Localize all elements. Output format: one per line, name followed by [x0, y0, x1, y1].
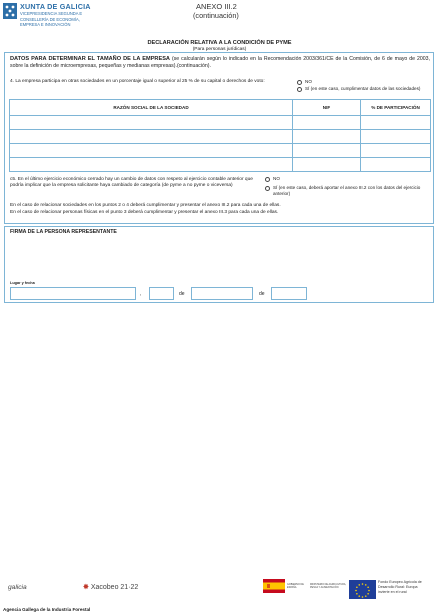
company-name-cell[interactable]	[10, 130, 293, 144]
company-name-cell[interactable]	[10, 158, 293, 172]
department-line: VICEPRESIDENCIA SEGUNDA E	[20, 11, 83, 16]
de-label: de	[179, 291, 185, 297]
xacobeo-logo	[83, 583, 138, 591]
eu-flag-icon	[349, 580, 376, 599]
day-field[interactable]	[149, 287, 174, 300]
q4-no-radio[interactable]	[297, 80, 302, 85]
comma-separator: ,	[140, 291, 142, 297]
annex-subtitle: (continuación)	[193, 11, 239, 20]
percentage-cell[interactable]	[361, 158, 431, 172]
table-row	[10, 130, 431, 144]
table-row	[10, 144, 431, 158]
xacobeo-logo-text: Xacobeo 21·22	[90, 584, 139, 591]
note-individuals: En el caso de relacionar personas físicas en el punto 3 deberá cumplimentar y presentar el anexo III.3 para cada una de ellas.	[10, 210, 279, 215]
month-field[interactable]	[191, 287, 253, 300]
nif-cell[interactable]	[293, 116, 361, 130]
eu-stars-icon	[349, 580, 376, 599]
company-name-cell[interactable]	[10, 144, 293, 158]
question-5-text: c5. En el último ejercicio económico cerrado hay un cambio de datos con respeto al ejercicio contable anterior que podría implicar que la empresa solicitante haya cambiado de categoría (de pyme a no pyme o viceversa)	[10, 177, 253, 189]
eu-fund-text	[378, 580, 433, 594]
q5-no-radio[interactable]	[265, 177, 270, 182]
spain-flag-icon	[263, 579, 285, 593]
column-header-nif: NIF	[293, 100, 361, 116]
table-header-row	[10, 100, 431, 116]
org-name: XUNTA DE GALICIA	[20, 2, 91, 11]
q5-yes-radio[interactable]	[265, 186, 270, 191]
nif-cell[interactable]	[293, 144, 361, 158]
place-field[interactable]	[10, 287, 136, 300]
signature-title: FIRMA DE LA PERSONA REPRESENTANTE	[10, 229, 117, 235]
government-label: GOBIERNO DE ESPAÑA	[287, 583, 304, 589]
department-line: EMPRESA E INNOVACIÓN	[20, 22, 71, 28]
q4-no-label: NO	[305, 79, 312, 84]
question-4-text: 4. La empresa participa en otras sociedades en un porcentaje igual o superior al 25 % de su capital o derechos de voto:	[10, 79, 265, 84]
percentage-cell[interactable]	[361, 130, 431, 144]
eu-fund-line: Fondo Europeo Agrícola de	[378, 580, 422, 584]
participations-table	[9, 99, 431, 172]
note-companies: En el caso de relacionar sociedades en los puntos 2 o 4 deberá cumplimentar y presentar el anexo III.2 para cada una de ellas.	[10, 203, 281, 208]
de-label: de	[259, 291, 265, 297]
document-title: DECLARACIÓN RELATIVA A LA CONDICIÓN DE PYME	[147, 40, 292, 46]
section-intro	[10, 56, 430, 70]
q5-yes-label: SÍ (en este caso, deberá aportar el anexo III.2 con los datos del ejercicio anterior)	[273, 185, 421, 196]
table-row	[10, 116, 431, 130]
place-date-label: Lugar y fecha	[10, 281, 35, 285]
column-header-company-name: RAZÓN SOCIAL DE LA SOCIEDAD	[10, 100, 293, 116]
column-header-percentage: % DE PARTICIPACIÓN	[361, 100, 431, 116]
galicia-logo: galicia	[8, 584, 27, 591]
department-line: CONSELLERÍA DE ECONOMÍA,	[20, 16, 80, 22]
year-field[interactable]	[271, 287, 307, 300]
table-row	[10, 158, 431, 172]
xunta-logo-icon	[3, 3, 17, 19]
agency-name: Agencia Gallega de la Industria Forestal	[3, 607, 91, 612]
section-heading: DATOS PARA DETERMINAR EL TAMAÑO DE LA EMPRESA	[10, 56, 170, 62]
department-name	[20, 11, 115, 28]
nif-cell[interactable]	[293, 158, 361, 172]
eu-fund-line: Desarrollo Rural: Europa	[378, 584, 418, 589]
document-subtitle: (Para personas jurídicas)	[192, 47, 247, 52]
q4-yes-label: SÍ (en este caso, cumplimentar datos de las sociedades)	[305, 86, 421, 91]
eu-fund-line: invierte en el rural	[378, 589, 407, 594]
ministry-label: MINISTERIO DE AGRICULTURA, PESCA Y ALIMENTACIÓN	[310, 583, 347, 589]
xacobeo-star-icon: ✸	[83, 584, 89, 591]
section-heading-rest: (se calcularán según lo indicado en la Recomendación 2003/361/CE de la Comisión, de 6 de mayo de 2003, sobre la definición de microempresas, pequeñas y medianas empresas).(continuación).	[10, 56, 430, 69]
q5-no-label: NO	[273, 176, 280, 181]
q4-yes-radio[interactable]	[297, 87, 302, 92]
nif-cell[interactable]	[293, 130, 361, 144]
annex-title: ANEXO III.2	[196, 2, 237, 11]
percentage-cell[interactable]	[361, 116, 431, 130]
company-name-cell[interactable]	[10, 116, 293, 130]
percentage-cell[interactable]	[361, 144, 431, 158]
